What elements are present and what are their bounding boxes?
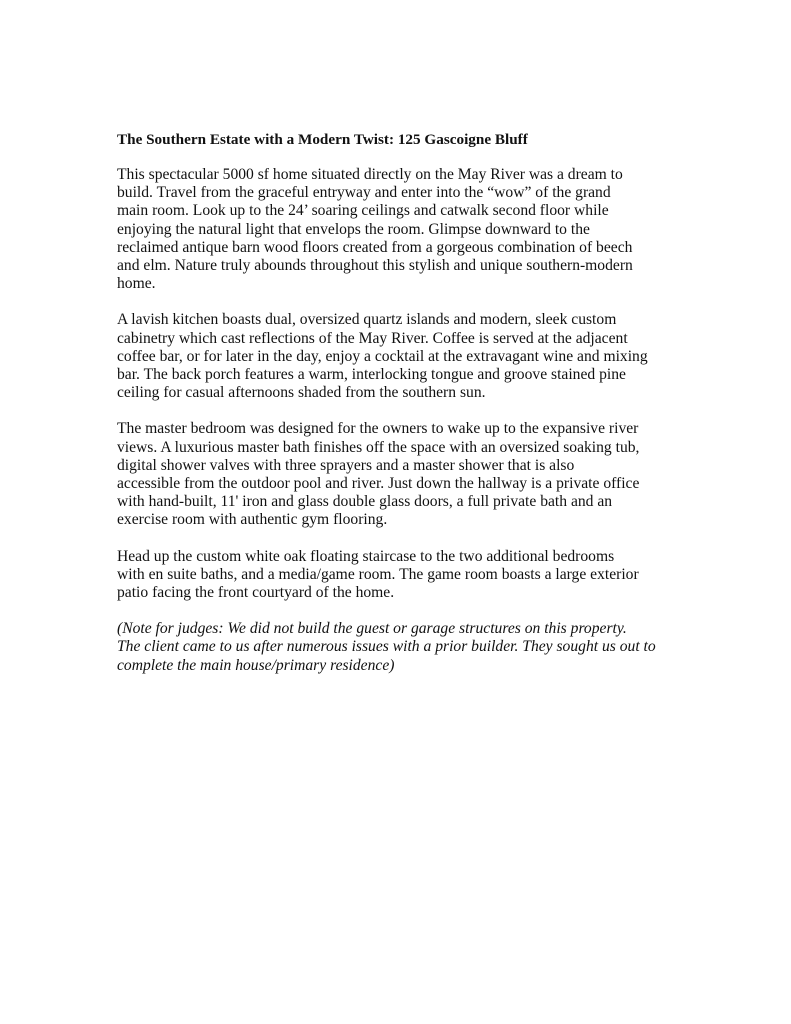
text-line: digital shower valves with three sprayers and a master shower that is also <box>117 456 575 474</box>
text-line: main room. Look up to the 24’ soaring ceilings and catwalk second floor while <box>117 202 609 220</box>
text-line: (Note for judges: We did not build the guest or garage structures on this property. <box>117 620 627 638</box>
text-line: and elm. Nature truly abounds throughout this stylish and unique southern-modern <box>117 257 633 275</box>
text-line: enjoying the natural light that envelops the room. Glimpse downward to the <box>117 220 590 238</box>
paragraph-master-bedroom <box>117 420 697 529</box>
text-line: with en suite baths, and a media/game room. The game room boasts a large exterior <box>117 565 639 583</box>
judges-note <box>117 620 697 675</box>
text-line: patio facing the front courtyard of the home. <box>117 584 395 602</box>
text-line: reclaimed antique barn wood floors created from a gorgeous combination of beech <box>117 238 633 256</box>
text-line: This spectacular 5000 sf home situated directly on the May River was a dream to <box>117 166 623 183</box>
text-line: The master bedroom was designed for the owners to wake up to the expansive river <box>117 420 639 438</box>
text-line: coffee bar, or for later in the day, enjoy a cocktail at the extravagant wine and mixing <box>117 347 648 365</box>
text-line: ceiling for casual afternoons shaded from the southern sun. <box>117 384 486 402</box>
text-line: bar. The back porch features a warm, interlocking tongue and groove stained pine <box>117 366 626 384</box>
text-line: cabinetry which cast reflections of the May River. Coffee is served at the adjacent <box>117 329 628 347</box>
paragraph-overview <box>117 166 697 293</box>
text-line: Head up the custom white oak floating staircase to the two additional bedrooms <box>117 547 615 565</box>
text-line: home. <box>117 275 156 293</box>
paragraph-kitchen <box>117 311 697 402</box>
text-line: with hand-built, 11' iron and glass double glass doors, a full private bath and an <box>117 493 613 511</box>
text-line: complete the main house/primary residence) <box>117 656 395 674</box>
text-line: build. Travel from the graceful entryway and enter into the “wow” of the grand <box>117 184 611 202</box>
document-title: The Southern Estate with a Modern Twist: 125 Gascoigne Bluff <box>117 131 528 148</box>
paragraph-upstairs <box>117 548 697 603</box>
document-page <box>117 131 697 693</box>
text-line: accessible from the outdoor pool and river. Just down the hallway is a private office <box>117 475 640 493</box>
text-line: views. A luxurious master bath finishes off the space with an oversized soaking tub, <box>117 438 640 456</box>
text-line: exercise room with authentic gym flooring. <box>117 511 388 529</box>
text-line: The client came to us after numerous issues with a prior builder. They sought us out to <box>117 638 656 656</box>
text-line: A lavish kitchen boasts dual, oversized quartz islands and modern, sleek custom <box>117 311 617 329</box>
